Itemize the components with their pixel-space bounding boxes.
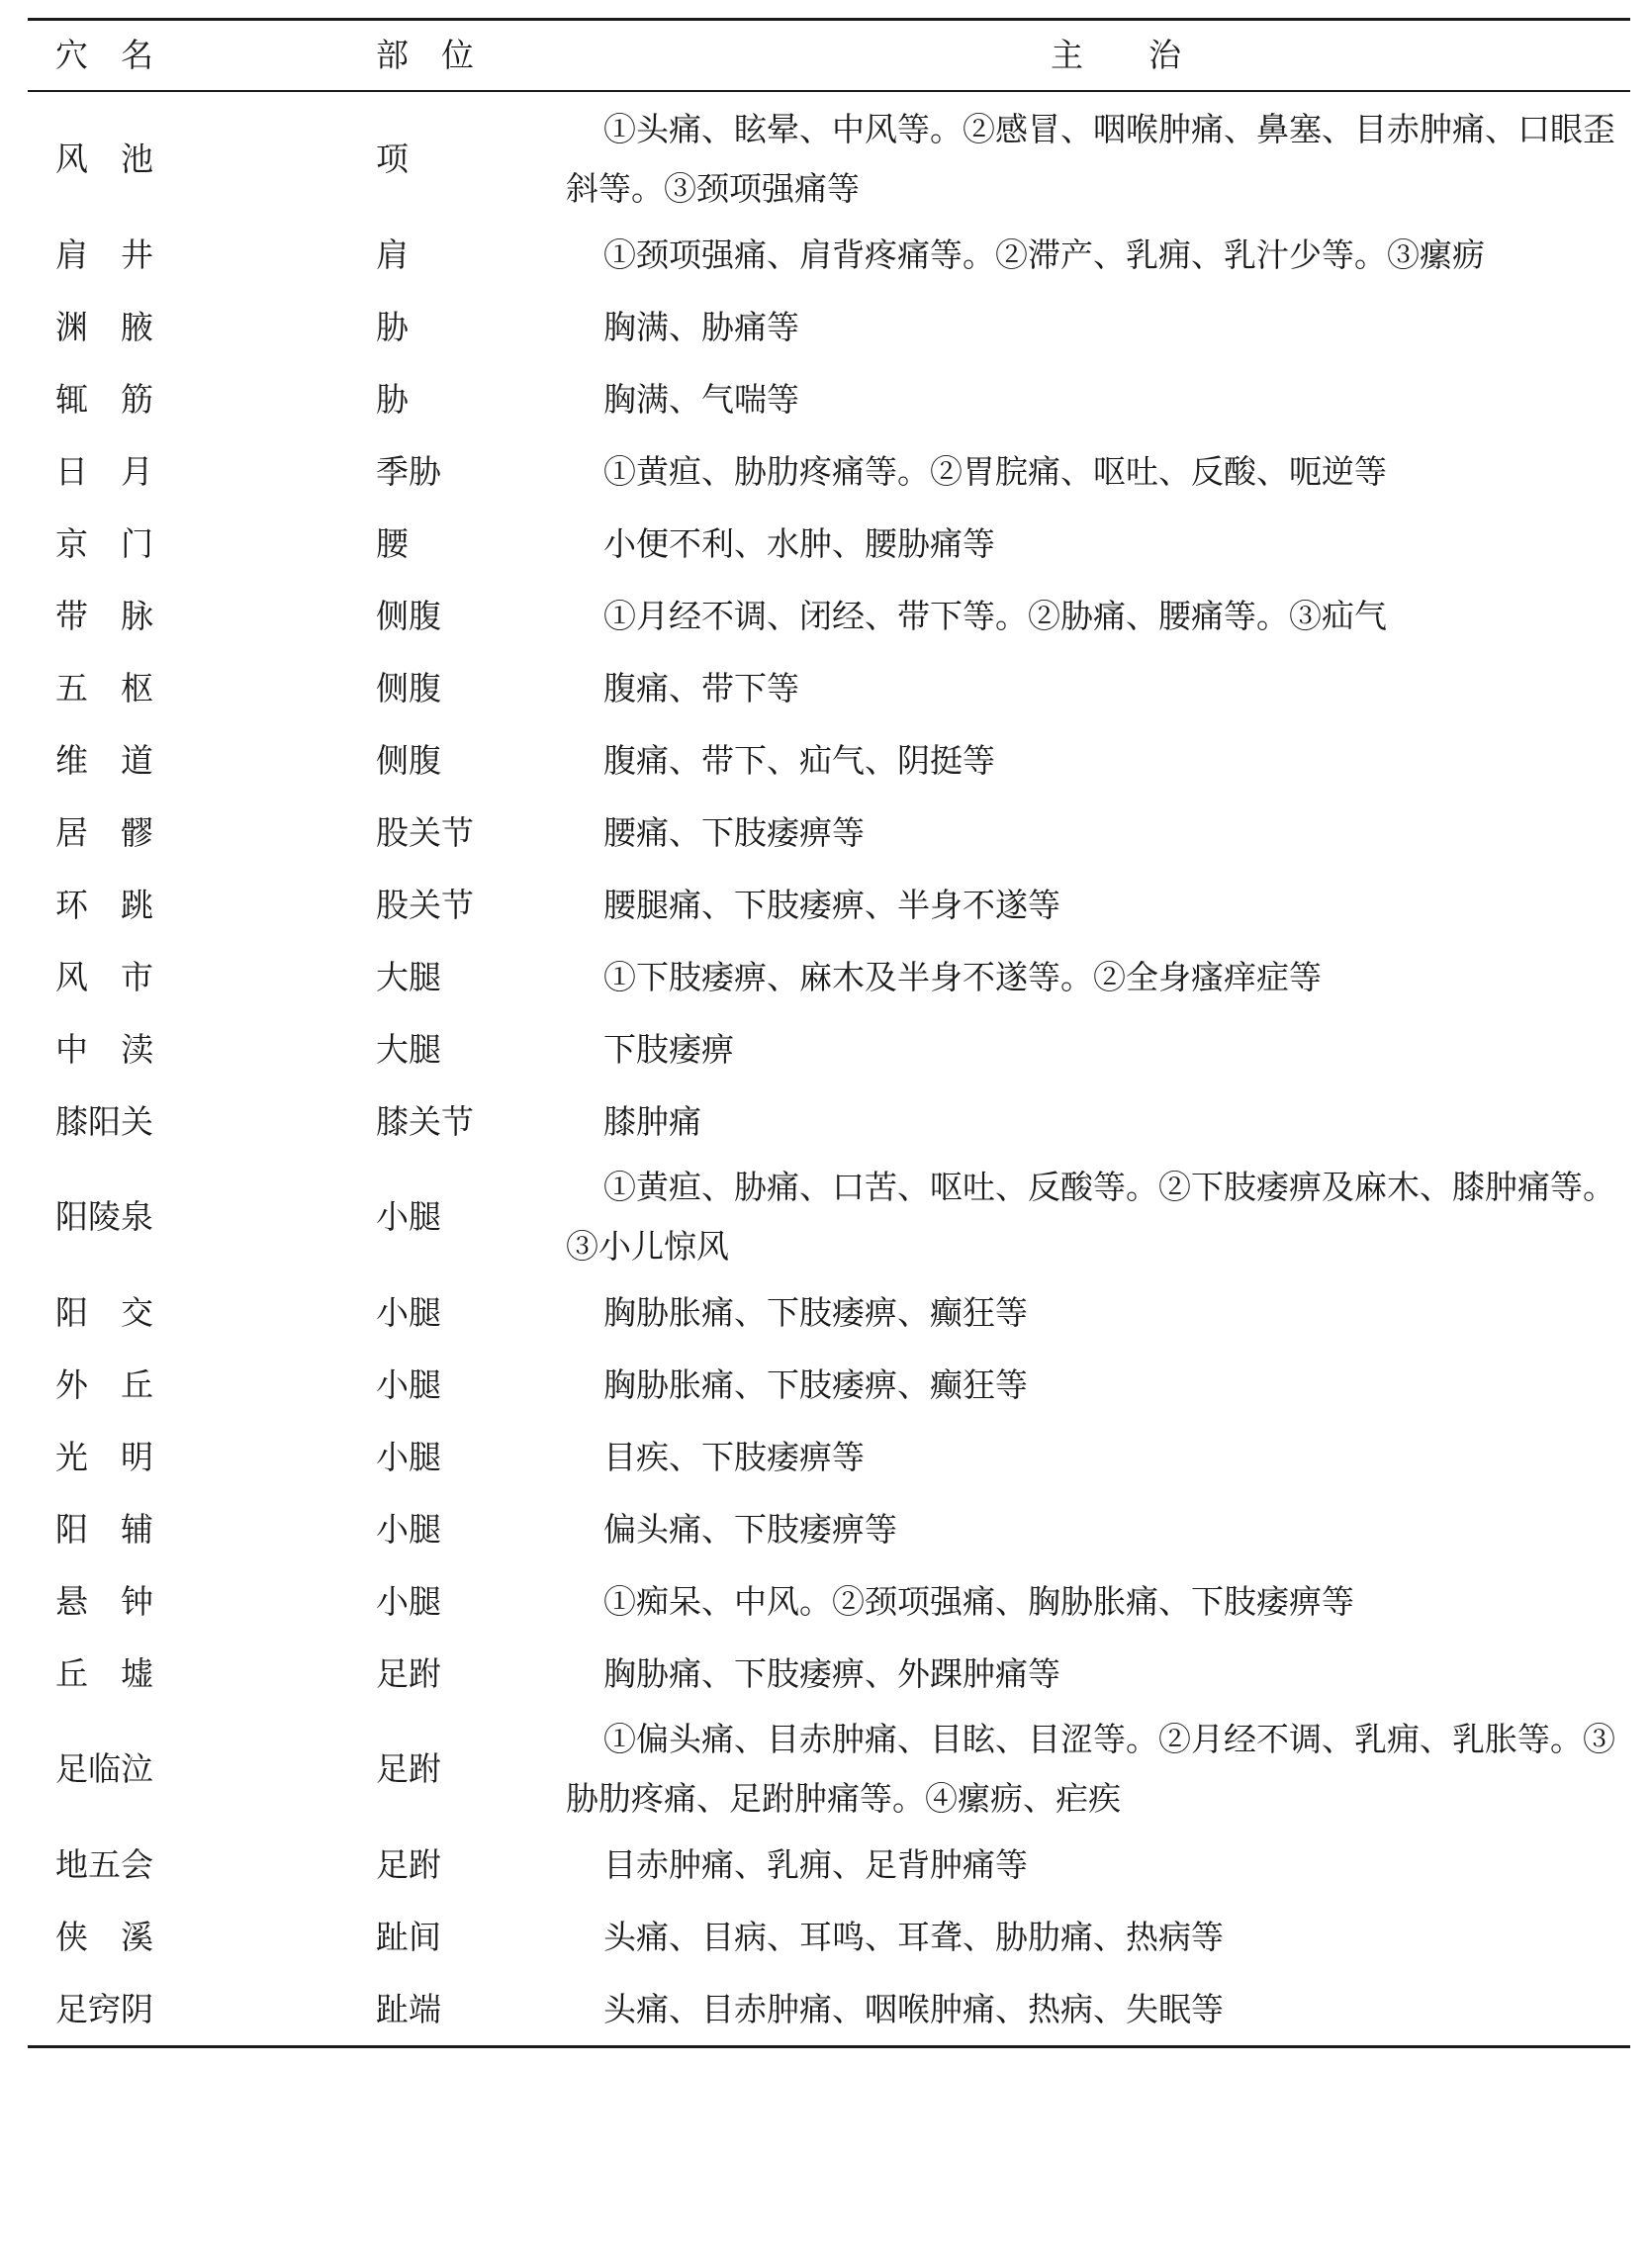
location-text: 小腿 [376, 1197, 441, 1237]
location-cell [305, 1349, 566, 1421]
location-text: 足跗 [376, 1844, 441, 1884]
location-cell [305, 1085, 566, 1158]
indication-cell: 胸满、胁痛等 [603, 307, 799, 346]
table-row [28, 1973, 1630, 2047]
acupoint-name-cell: 足临泣 [55, 1749, 153, 1789]
location-text: 股关节 [376, 812, 474, 852]
table-row [28, 1829, 1630, 1901]
acupoint-name-cell: 阳 交 [55, 1292, 153, 1332]
header-location [305, 20, 566, 92]
acupoint-name-cell: 侠 溪 [55, 1917, 153, 1956]
table-header [28, 20, 1630, 92]
table-row [28, 869, 1630, 941]
indication-cell: 腹痛、带下等 [603, 668, 799, 707]
location-cell [305, 797, 566, 869]
table-row [28, 1085, 1630, 1158]
location-text: 胁 [376, 379, 409, 419]
indication-cell: 目疾、下肢痿痹等 [603, 1437, 865, 1476]
acupoint-name-cell: 光 明 [55, 1437, 153, 1476]
location-cell [305, 1710, 566, 1829]
indication-cell: 胸胁痛、下肢痿痹、外踝肿痛等 [603, 1653, 1060, 1693]
location-cell [305, 1565, 566, 1638]
table-body [28, 91, 1630, 2047]
table-row [28, 941, 1630, 1013]
location-text: 膝关节 [376, 1101, 474, 1141]
location-cell [305, 941, 566, 1013]
header-location-text: 部 位 [376, 35, 474, 74]
location-cell [305, 1973, 566, 2047]
header-acupoint-name: 穴 名 [28, 20, 305, 92]
location-text: 小腿 [376, 1292, 441, 1332]
location-text: 小腿 [376, 1581, 441, 1621]
table-row [28, 435, 1630, 508]
indication-cell: 腹痛、带下、疝气、阴挺等 [603, 740, 995, 780]
table-row [28, 363, 1630, 435]
table-row [28, 1013, 1630, 1085]
indication-cell: ①痴呆、中风。②颈项强痛、胸胁胀痛、下肢痿痹等 [603, 1581, 1354, 1621]
indication-cell: 腰痛、下肢痿痹等 [603, 812, 865, 852]
location-cell [305, 1829, 566, 1901]
table-row [28, 1421, 1630, 1493]
acupoint-name-cell: 渊 腋 [55, 307, 153, 346]
acupoint-name-cell: 风 池 [55, 140, 153, 179]
location-text: 小腿 [376, 1437, 441, 1476]
acupoint-name-cell: 五 枢 [55, 668, 153, 707]
location-cell [305, 219, 566, 291]
indication-cell: ①黄疸、胁痛、口苦、呕吐、反酸等。②下肢痿痹及麻木、膝肿痛等。③小儿惊风 [566, 1168, 1615, 1267]
acupoint-name-cell: 丘 墟 [55, 1653, 153, 1693]
location-cell [305, 1013, 566, 1085]
table-row [28, 580, 1630, 652]
indication-cell: ①头痛、眩晕、中风等。②感冒、咽喉肿痛、鼻塞、目赤肿痛、口眼歪斜等。③颈项强痛等 [566, 110, 1615, 209]
table-row [28, 1901, 1630, 1973]
acupoint-name-cell: 膝阳关 [55, 1101, 153, 1141]
table-row [28, 1710, 1630, 1829]
table-row [28, 508, 1630, 580]
location-cell [305, 1158, 566, 1276]
indication-cell: ①月经不调、闭经、带下等。②胁痛、腰痛等。③疝气 [603, 596, 1387, 635]
acupoint-name-cell: 肩 井 [55, 235, 153, 274]
indication-cell: 小便不利、水肿、腰胁痛等 [603, 523, 995, 563]
acupoint-name-cell: 阳陵泉 [55, 1197, 153, 1237]
header-row [28, 20, 1630, 92]
table-row [28, 91, 1630, 219]
indication-cell: 头痛、目赤肿痛、咽喉肿痛、热病、失眠等 [566, 1973, 1630, 2047]
location-text: 季胁 [376, 451, 441, 491]
indication-cell: 胸满、气喘等 [603, 379, 799, 419]
location-text: 侧腹 [376, 596, 441, 635]
acupoint-name-cell: 日 月 [55, 451, 153, 491]
indication-cell: ①颈项强痛、肩背疼痛等。②滞产、乳痈、乳汁少等。③瘰疬 [603, 235, 1485, 274]
indication-cell: 胸胁胀痛、下肢痿痹、癫狂等 [603, 1364, 1028, 1404]
acupoint-name-cell: 京 门 [55, 523, 153, 563]
table-row [28, 1276, 1630, 1349]
location-text: 趾端 [376, 1989, 441, 2028]
table-row [28, 1158, 1630, 1276]
acupoint-name-cell: 阳 辅 [55, 1509, 153, 1549]
location-cell [305, 724, 566, 797]
location-text: 大腿 [376, 1029, 441, 1069]
acupoint-table-page [28, 18, 1630, 2048]
location-text: 腰 [376, 523, 409, 563]
table-row [28, 1493, 1630, 1565]
indication-cell: 头痛、目病、耳鸣、耳聋、胁肋痛、热病等 [603, 1917, 1224, 1956]
table-row [28, 652, 1630, 724]
indication-cell: 膝肿痛 [603, 1101, 701, 1141]
location-text: 小腿 [376, 1364, 441, 1404]
location-cell [305, 1638, 566, 1710]
table-row [28, 797, 1630, 869]
table-row [28, 1349, 1630, 1421]
indication-cell: 偏头痛、下肢痿痹等 [603, 1509, 897, 1549]
indication-cell: 腰腿痛、下肢痿痹、半身不遂等 [603, 885, 1060, 924]
location-text: 趾间 [376, 1917, 441, 1956]
location-cell [305, 508, 566, 580]
table-row [28, 724, 1630, 797]
location-cell [305, 1901, 566, 1973]
acupoint-name-cell: 地五会 [55, 1844, 153, 1884]
header-indication-text: 主 治 [1051, 35, 1181, 74]
acupoint-name-cell: 带 脉 [55, 596, 153, 635]
indication-cell: 下肢痿痹 [603, 1029, 734, 1069]
table-row [28, 1638, 1630, 1710]
location-text: 胁 [376, 307, 409, 346]
acupoint-name-cell: 外 丘 [55, 1364, 153, 1404]
indication-cell: 胸胁胀痛、下肢痿痹、癫狂等 [603, 1292, 1028, 1332]
location-cell [305, 1421, 566, 1493]
location-cell [305, 363, 566, 435]
acupoint-name-cell: 悬 钟 [55, 1581, 153, 1621]
location-text: 大腿 [376, 957, 441, 996]
acupoint-name-cell: 辄 筋 [55, 379, 153, 419]
location-text: 足跗 [376, 1749, 441, 1789]
acupoint-name-cell: 环 跳 [55, 885, 153, 924]
indication-cell: ①偏头痛、目赤肿痛、目眩、目涩等。②月经不调、乳痈、乳胀等。③胁肋疼痛、足跗肿痛等。④瘰疬、疟疾 [566, 1720, 1615, 1819]
location-cell [305, 435, 566, 508]
acupoint-table [28, 18, 1630, 2048]
location-cell [305, 869, 566, 941]
indication-cell: 目赤肿痛、乳痈、足背肿痛等 [603, 1844, 1028, 1884]
table-row [28, 291, 1630, 363]
location-text: 股关节 [376, 885, 474, 924]
location-text: 肩 [376, 235, 409, 274]
location-text: 项 [376, 140, 409, 179]
table-row [28, 1565, 1630, 1638]
location-cell [305, 580, 566, 652]
acupoint-name-cell: 居 髎 [55, 812, 153, 852]
indication-cell: ①黄疸、胁肋疼痛等。②胃脘痛、呕吐、反酸、呃逆等 [603, 451, 1387, 491]
location-cell [305, 1276, 566, 1349]
location-text: 小腿 [376, 1509, 441, 1549]
location-text: 侧腹 [376, 668, 441, 707]
table-row [28, 219, 1630, 291]
acupoint-name-cell: 中 渎 [55, 1029, 153, 1069]
location-cell [305, 91, 566, 219]
indication-cell: ①下肢痿痹、麻木及半身不遂等。②全身瘙痒症等 [603, 957, 1322, 996]
location-cell [305, 652, 566, 724]
location-cell [305, 1493, 566, 1565]
acupoint-name-cell: 足窍阴 [28, 1973, 305, 2047]
acupoint-name-cell: 风 市 [55, 957, 153, 996]
location-cell [305, 291, 566, 363]
location-text: 侧腹 [376, 740, 441, 780]
acupoint-name-cell: 维 道 [55, 740, 153, 780]
location-text: 足跗 [376, 1653, 441, 1693]
header-indication [566, 20, 1630, 92]
